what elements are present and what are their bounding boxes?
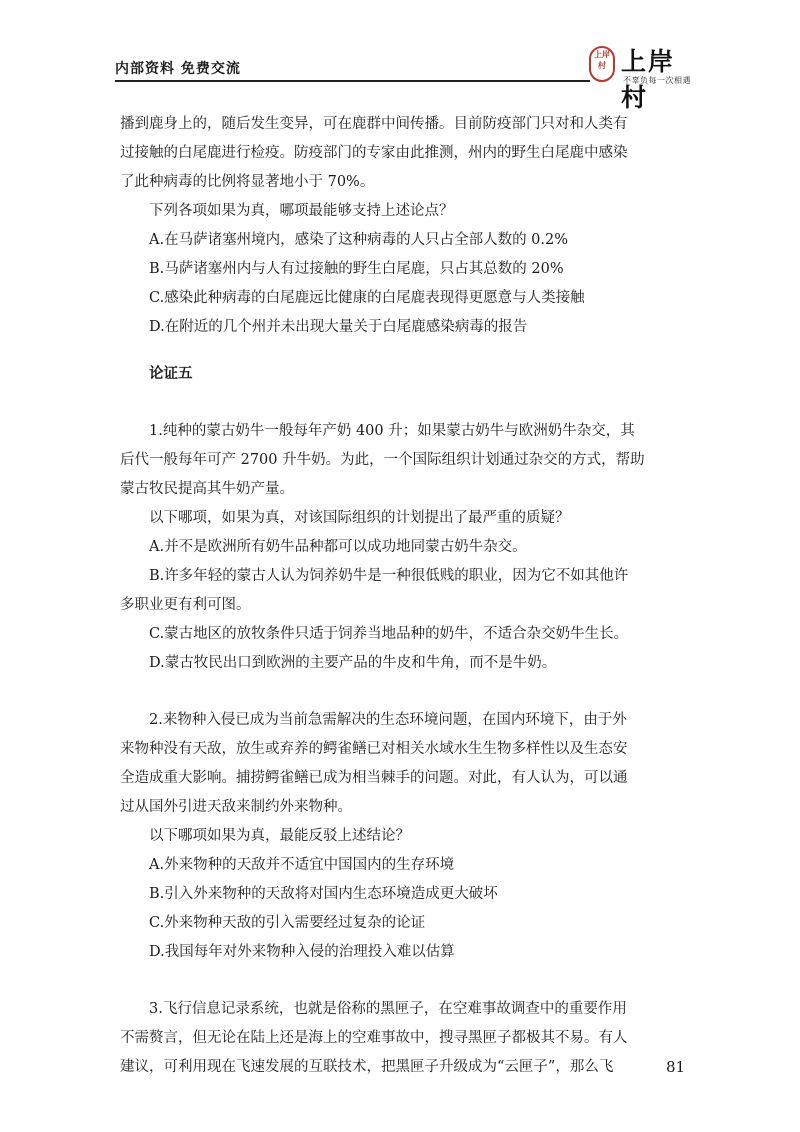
text-line: 全造成重大影响。捕捞鳄雀鳝已成为相当棘手的问题。对此，有人认为，可以通 [120, 770, 628, 786]
answer-option: B.许多年轻的蒙古人认为饲养奶牛是一种很低贱的职业，因为它不如其他许 [149, 568, 629, 584]
answer-option: C.外来物种天敌的引入需要经过复杂的论证 [149, 915, 426, 931]
answer-option: D.我国每年对外来物种入侵的治理投入难以估算 [149, 944, 455, 960]
answer-option: A.在马萨诸塞州境内，感染了这种病毒的人只占全部人数的 0.2% [149, 232, 569, 248]
logo-name: 上岸村 [621, 47, 676, 112]
answer-option: A.并不是欧洲所有奶牛品种都可以成功地同蒙古奶牛杂交。 [149, 539, 527, 555]
answer-option: C.感染此种病毒的白尾鹿远比健康的白尾鹿表现得更愿意与人类接触 [149, 290, 585, 306]
answer-option: C.蒙古地区的放牧条件只适于饲养当地品种的奶牛，不适合杂交奶牛生长。 [149, 626, 629, 642]
answer-option: A.外来物种的天敌并不适宜中国国内的生存环境 [149, 857, 455, 873]
text-line: 过接触的白尾鹿进行检疫。防疫部门的专家由此推测，州内的野生白尾鹿中感染 [120, 145, 628, 161]
question-prompt: 以下哪项如果为真，最能反驳上述结论？ [149, 828, 410, 844]
text-line: 不需赘言，但无论在陆上还是海上的空难事故中，搜寻黑匣子都极其不易。有人 [120, 1030, 628, 1046]
brand-logo [589, 42, 699, 112]
answer-option: B.引入外来物种的天敌将对国内生态环境造成更大破坏 [149, 886, 498, 902]
question-prompt: 下列各项如果为真，哪项最能够支持上述论点？ [149, 203, 454, 219]
section-heading: 论证五 [149, 366, 193, 382]
question-prompt: 以下哪项，如果为真，对该国际组织的计划提出了最严重的质疑？ [149, 510, 570, 526]
answer-option: B.马萨诸塞州内与人有过接触的野生白尾鹿，只占其总数的 20% [149, 261, 564, 277]
logo-seal-icon: 上岸村 [589, 46, 615, 82]
header-title: 内部资料 免费交流 [115, 61, 241, 77]
page-number: 81 [666, 1058, 686, 1076]
header-divider [115, 80, 590, 82]
page-header [115, 40, 695, 112]
text-line: 多职业更有利可图。 [120, 597, 251, 613]
text-line: 蒙古牧民提高其牛奶产量。 [120, 481, 294, 497]
text-line: 后代一般每年可产 2700 升牛奶。为此，一个国际组织计划通过杂交的方式，帮助 [120, 452, 645, 468]
text-line: 了此种病毒的比例将显著地小于 70%。 [120, 174, 375, 190]
text-line: 播到鹿身上的，随后发生变异，可在鹿群中间传播。目前防疫部门只对和人类有 [120, 116, 628, 132]
answer-option: D.蒙古牧民出口到欧洲的主要产品的牛皮和牛角，而不是牛奶。 [149, 655, 557, 671]
answer-option: D.在附近的几个州并未出现大量关于白尾鹿感染病毒的报告 [149, 319, 528, 335]
text-line: 来物种没有天敌，放生或弃养的鳄雀鳝已对相关水域水生生物多样性以及生态安 [120, 741, 628, 757]
question-stem: 3.飞行信息记录系统，也就是俗称的黑匣子，在空难事故调查中的重要作用 [149, 1001, 627, 1017]
text-line: 建议，可利用现在飞速发展的互联技术，把黑匣子升级成为“云匣子”，那么飞 [120, 1059, 614, 1075]
question-stem: 2.来物种入侵已成为当前急需解决的生态环境问题，在国内环境下，由于外 [149, 712, 627, 728]
page-body [120, 110, 692, 1082]
question-stem: 1.纯种的蒙古奶牛一般每年产奶 400 升；如果蒙古奶牛与欧洲奶牛杂交，其 [149, 423, 635, 439]
text-line: 过从国外引进天敌来制约外来物种。 [120, 799, 352, 815]
logo-slogan: 不辜负每一次相遇 [623, 76, 691, 85]
